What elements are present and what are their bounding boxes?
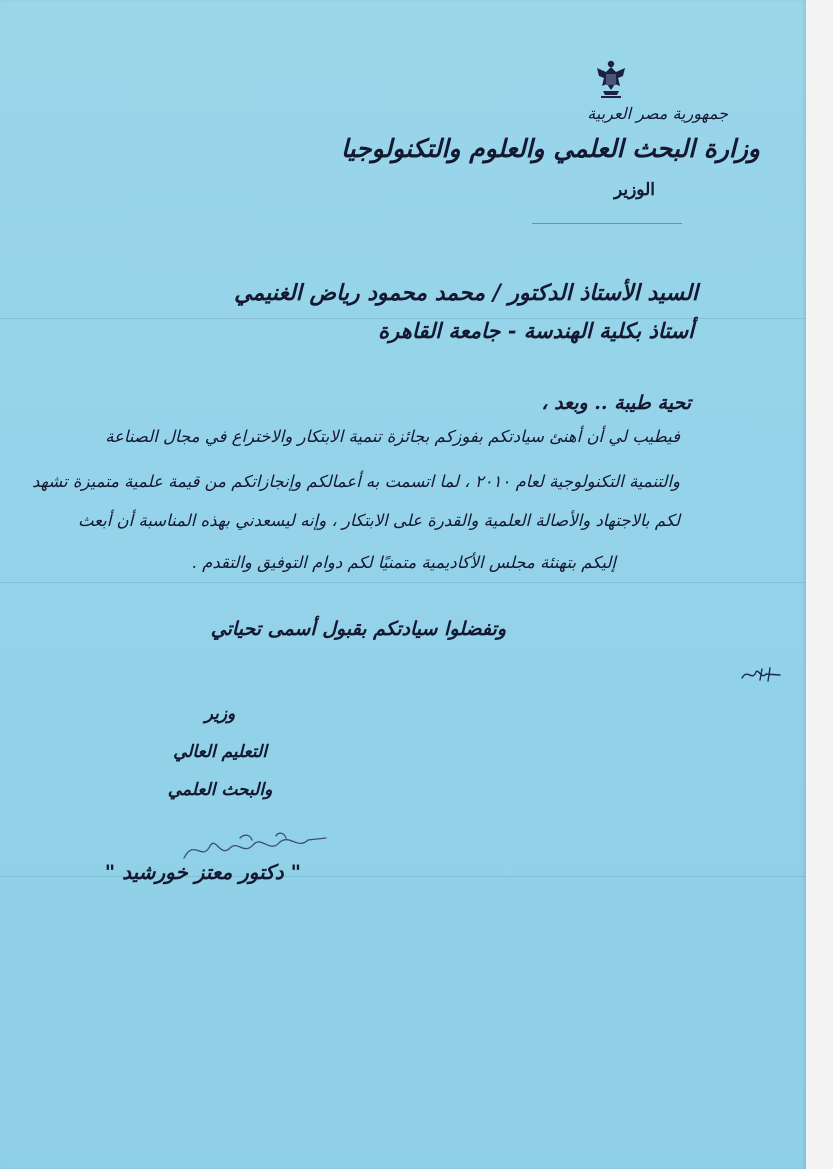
minister-title: الوزير — [613, 180, 655, 200]
eagle-emblem-icon — [594, 58, 628, 100]
signatory-title: وزير — [204, 704, 236, 724]
signatory-title: والبحث العلمي — [167, 780, 273, 800]
closing-line: وتفضلوا سيادتكم بقبول أسمى تحياتي — [210, 618, 506, 640]
republic-name: جمهورية مصر العربية — [587, 104, 728, 123]
ministry-name: وزارة البحث العلمي والعلوم والتكنولوجيا — [340, 134, 760, 163]
body-line: فيطيب لي أن أهنئ سيادتكم بفوزكم بجائزة تنمية الابتكار والاختراع في مجال الصناعة — [105, 427, 680, 446]
paper-fold-line — [0, 582, 806, 583]
greeting: تحية طيبة .. وبعد ، — [541, 392, 691, 414]
letterhead-divider — [532, 223, 682, 224]
body-line: والتنمية التكنولوجية لعام ٢٠١٠ ، لما اتسمت به أعمالكم وإنجازاتكم من قيمة علمية متميزة تشهد — [32, 472, 680, 491]
scan-margin — [806, 0, 833, 1169]
addressee-affiliation: أستاذ بكلية الهندسة - جامعة القاهرة — [378, 318, 694, 343]
body-line: إليكم بتهنئة مجلس الأكاديمية متمنيًا لكم دوام التوفيق والتقدم . — [191, 553, 616, 572]
signature-block — [150, 695, 290, 809]
signer-name: " دكتور معتز خورشيد " — [104, 860, 301, 884]
signatory-title: التعليم العالي — [173, 742, 267, 762]
initials-mark — [740, 664, 782, 684]
addressee-name: السيد الأستاذ الدكتور / محمد محمود رياض الغنيمي — [234, 280, 698, 306]
body-line: لكم بالاجتهاد والأصالة العلمية والقدرة على الابتكار ، وإنه ليسعدني بهذه المناسبة أن أبعث — [77, 511, 680, 530]
letterhead — [340, 58, 770, 218]
